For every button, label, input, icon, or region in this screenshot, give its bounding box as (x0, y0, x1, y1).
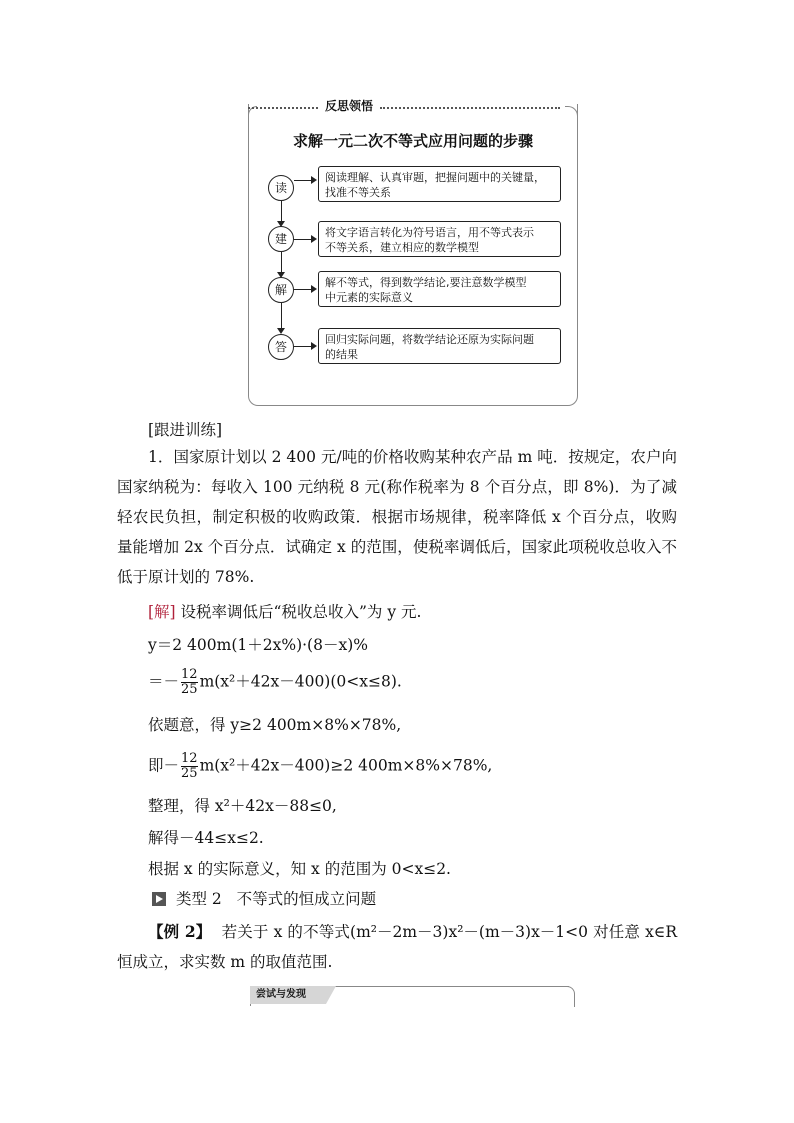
step-solve-box: 解不等式，得到数学结论,要注意数学模型 中元素的实际意义 (318, 271, 561, 307)
example-2 (117, 917, 677, 977)
problem-1-text: 国家原计划以 2 400 元/吨的价格收购某种农产品 m 吨．按规定，农户向国家纳税为：每收入 100 元纳税 8 元(称作税率为 8 个百分点，即 8%)．为了减轻农民负担，制定积极的收购政策．根据市场规律，税率降低 x 个百分点，收购量能增加 2x 个百分点．试确定 x 的范围，使税率调低后，国家此项税收总收入不低于原计划的 78%. (117, 448, 677, 586)
step-build-circle: 建 (268, 226, 294, 252)
reflection-title: 求解一元二次不等式应用问题的步骤 (292, 132, 533, 150)
solution-line-6: 解得－44≤x≤2. (148, 829, 264, 847)
solution-line-5: 整理，得 x²＋42x－88≤0, (148, 797, 337, 815)
play-icon (152, 892, 166, 906)
problem-1-number: 1． (148, 448, 174, 466)
reflection-label: 反思领悟 (322, 97, 376, 114)
solution-line-1: y＝2 400m(1＋2x%)·(8－x)% (148, 636, 368, 654)
step-solve-circle: 解 (268, 277, 294, 303)
solution-intro: 设税率调低后“税收总收入”为 y 元. (180, 603, 422, 621)
try-discover-label: 尝试与发现 (250, 986, 326, 1004)
solution-tag: [解] (148, 603, 176, 621)
solution-line-3: 依题意，得 y≥2 400m×8%×78%, (148, 716, 402, 734)
step-build-box: 将文字语言转化为符号语言，用不等式表示 不等关系，建立相应的数学模型 (318, 221, 561, 257)
section-heading (152, 887, 376, 909)
step-answer-circle: 答 (268, 334, 294, 360)
step-answer-box: 回归实际问题，将数学结论还原为实际问题 的结果 (318, 328, 561, 364)
practice-heading: [跟进训练] (148, 421, 223, 439)
solution-line-2: ＝－ $\frac{12}{25}$ m(x²＋42x－400)(0<x≤8). (148, 667, 402, 697)
fraction: $\frac{12}{25}$ (181, 751, 198, 781)
example-2-text: 若关于 x 的不等式(m²－2m－3)x²－(m－3)x－1<0 对任意 x∈R 恒成立，求实数 m 的取值范围. (117, 923, 678, 971)
try-discover-box (250, 986, 575, 1016)
example-2-tag: 【例 2】 (148, 922, 212, 941)
step-read-circle: 读 (268, 175, 294, 201)
step-read-box: 阅读理解、认真审题，把握问题中的关键量， 找准不等关系 (318, 166, 561, 202)
solution-line-7: 根据 x 的实际意义，知 x 的范围为 0<x≤2. (148, 860, 451, 878)
reflection-box-top (248, 100, 578, 114)
flow-connector (281, 252, 282, 272)
flow-connector (281, 303, 282, 328)
flow-connector (281, 201, 282, 221)
solution-line-4: 即－ $\frac{12}{25}$ m(x²＋42x－400)≥2 400m×8%×78%, (148, 751, 493, 781)
problem-1 (117, 442, 677, 592)
section-title: 不等式的恒成立问题 (236, 890, 377, 908)
solution-intro-line (148, 600, 421, 624)
fraction: $\frac{12}{25}$ (181, 667, 198, 697)
section-label: 类型 2 (176, 890, 222, 908)
